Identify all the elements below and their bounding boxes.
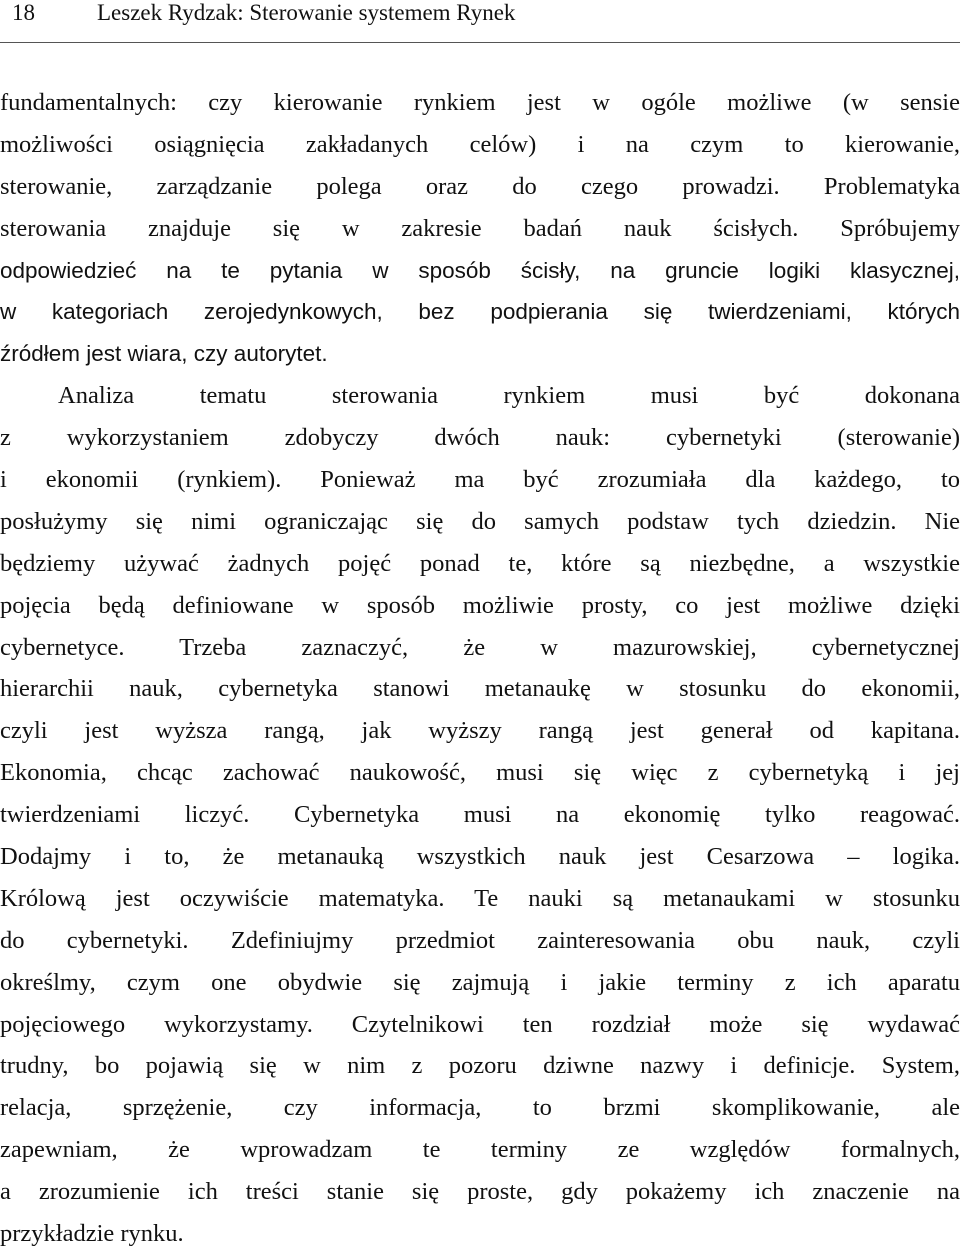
- page-number: 18: [12, 0, 35, 25]
- running-head: Leszek Rydzak: Sterowanie systemem Rynek: [97, 0, 516, 25]
- text-line: Dodajmy i to, że metanauką wszystkich nauk jest Cesarzowa – logika.: [0, 843, 960, 871]
- text-line: będziemy używać żadnych pojęć ponad te, które są niezbędne, a wszystkie: [0, 549, 960, 577]
- text-line: trudny, bo pojawią się w nim z pozoru dziwne nazwy i definicje. System,: [0, 1052, 960, 1080]
- text-line: sterowania znajduje się w zakresie badań nauk ścisłych. Spróbujemy: [0, 214, 960, 242]
- text-line: w kategoriach zerojedynkowych, bez podpierania się twierdzeniami, których: [0, 299, 960, 325]
- text-line: przykładzie rynku.: [0, 1220, 184, 1248]
- text-line: źródłem jest wiara, czy autorytet.: [0, 341, 328, 367]
- text-line: fundamentalnych: czy kierowanie rynkiem jest w ogóle możliwe (w sensie: [0, 89, 960, 116]
- text-line: określmy, czym one obydwie się zajmują i jakie terminy z ich aparatu: [0, 968, 960, 996]
- text-line: sterowanie, zarządzanie polega oraz do czego prowadzi. Problematyka: [0, 172, 960, 200]
- text-line: Królową jest oczywiście matematyka. Te nauki są metanaukami w stosunku: [0, 884, 960, 912]
- text-line: odpowiedzieć na te pytania w sposób ścisły, na gruncie logiki klasycznej,: [0, 257, 960, 283]
- text-line: a zrozumienie ich treści stanie się proste, gdy pokażemy ich znaczenie na: [0, 1178, 960, 1206]
- text-line: pojęcia będą definiowane w sposób możliwie prosty, co jest możliwe dzięki: [0, 591, 960, 619]
- text-line: zapewniam, że wprowadzam te terminy ze względów formalnych,: [0, 1136, 960, 1164]
- text-line: hierarchii nauk, cybernetyka stanowi metanaukę w stosunku do ekonomii,: [0, 675, 960, 703]
- text-line: posłużymy się nimi ograniczając się do samych podstaw tych dziedzin. Nie: [0, 507, 960, 535]
- text-line: czyli jest wyższa rangą, jak wyższy rangą jest generał od kapitana.: [0, 717, 960, 745]
- text-line: i ekonomii (rynkiem). Ponieważ ma być zrozumiała dla każdego, to: [0, 466, 960, 494]
- text-line: twierdzeniami liczyć. Cybernetyka musi na ekonomię tylko reagować.: [0, 801, 960, 829]
- text-line: relacja, sprzężenie, czy informacja, to brzmi skomplikowanie, ale: [0, 1094, 960, 1122]
- text-line: z wykorzystaniem zdobyczy dwóch nauk: cybernetyki (sterowanie): [0, 424, 960, 452]
- text-line: pojęciowego wykorzystamy. Czytelnikowi ten rozdział może się wydawać: [0, 1010, 960, 1038]
- text-line: możliwości osiągnięcia zakładanych celów) i na czym to kierowanie,: [0, 130, 960, 158]
- page-header: [0, 0, 960, 43]
- text-line: Analiza tematu sterowania rynkiem musi być dokonana: [58, 382, 960, 410]
- body-text: [0, 82, 960, 1255]
- text-line: Ekonomia, chcąc zachować naukowość, musi się więc z cybernetyką i jej: [0, 759, 960, 787]
- text-line: do cybernetyki. Zdefiniujmy przedmiot zainteresowania obu nauk, czyli: [0, 926, 960, 954]
- text-line: cybernetyce. Trzeba zaznaczyć, że w mazurowskiej, cybernetycznej: [0, 633, 960, 661]
